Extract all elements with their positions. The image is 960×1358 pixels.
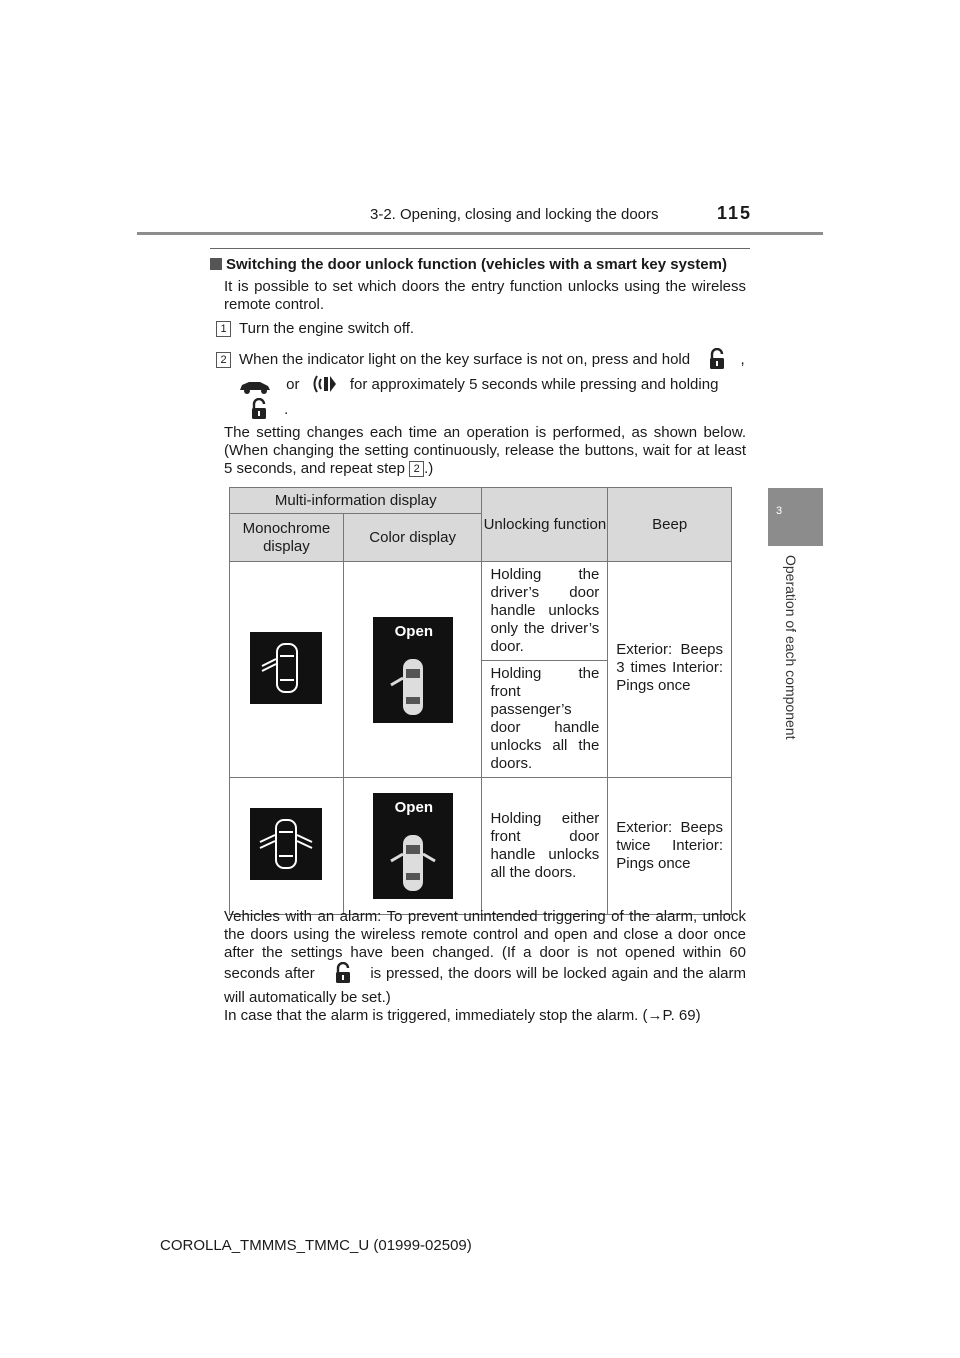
header-monochrome: Monochrome display (230, 514, 344, 562)
beep-cell: Exterior: Beeps twice Interior: Pings once (608, 778, 732, 915)
section-heading: 3-2. Opening, closing and locking the doors (370, 206, 659, 223)
car-icon (238, 377, 272, 400)
function-driver-door: Holding the driver’s door handle unlocks only the driver’s door. (482, 562, 608, 661)
table-row (230, 778, 732, 915)
panic-icon (312, 373, 338, 400)
step-number-box: 2 (216, 352, 231, 368)
lock-icon (334, 962, 352, 989)
setting-paragraph: The setting changes each time an operation is performed, as shown below. (When changing the setting continuously, release the buttons, wait for at least 5 seconds, and repeat step 2 .) (224, 424, 746, 477)
section-rule (210, 248, 750, 249)
color-cell (343, 778, 482, 915)
function-passenger-door: Holding the front passenger’s door handle unlocks all the doors. (482, 661, 608, 778)
header-multi-info: Multi-information display (230, 488, 482, 514)
monochrome-cell (230, 778, 344, 915)
monochrome-all-doors-image (250, 808, 322, 880)
header-rule (137, 232, 823, 235)
footer-code: COROLLA_TMMMS_TMMC_U (01999-02509) (160, 1237, 472, 1254)
step-2: 2 When the indicator light on the key surface is not on, press and hold , (216, 348, 746, 375)
open-label: Open (394, 799, 433, 816)
color-cell (343, 562, 482, 778)
chapter-label: Operation of each component (783, 555, 799, 740)
header-color: Color display (343, 514, 482, 562)
lock-icon (250, 398, 268, 425)
header-unlocking-function: Unlocking function (482, 488, 608, 562)
table-row (230, 562, 732, 661)
monochrome-cell (230, 562, 344, 778)
step-2-end: . (216, 398, 288, 425)
chapter-number: 3 (776, 505, 783, 517)
settings-table (229, 487, 732, 915)
beep-cell: Exterior: Beeps 3 times Interior: Pings once (608, 562, 732, 778)
step-1: 1 Turn the engine switch off. (216, 320, 414, 338)
alarm-paragraph: Vehicles with an alarm: To prevent unintended triggering of the alarm, unlock the doors using the wireless remote control and open and close a door once after the settings have been changed. (If a door is not opened within 60 seconds after is pressed, the doors will be locked again and the alarm will automatically be set.) In case that the alarm is triggered, immediately stop the alarm. (→P. 69) (224, 908, 747, 1024)
step-2-continued: or for approximately 5 seconds while pressing and holding (216, 373, 746, 400)
monochrome-driver-door-image (250, 632, 322, 704)
chapter-tab (768, 488, 823, 546)
intro-paragraph: It is possible to set which doors the entry function unlocks using the wireless remote control. (224, 278, 746, 313)
square-bullet-icon (210, 258, 222, 270)
open-label: Open (394, 622, 433, 640)
function-either-door: Holding either front door handle unlocks all the doors. (482, 778, 608, 915)
header-beep: Beep (608, 488, 732, 562)
page-number: 115 (717, 203, 753, 223)
step-reference-box: 2 (409, 461, 424, 477)
step-number-box: 1 (216, 321, 231, 337)
lock-icon (708, 348, 726, 375)
section-title: Switching the door unlock function (vehicles with a smart key system) (210, 256, 750, 273)
